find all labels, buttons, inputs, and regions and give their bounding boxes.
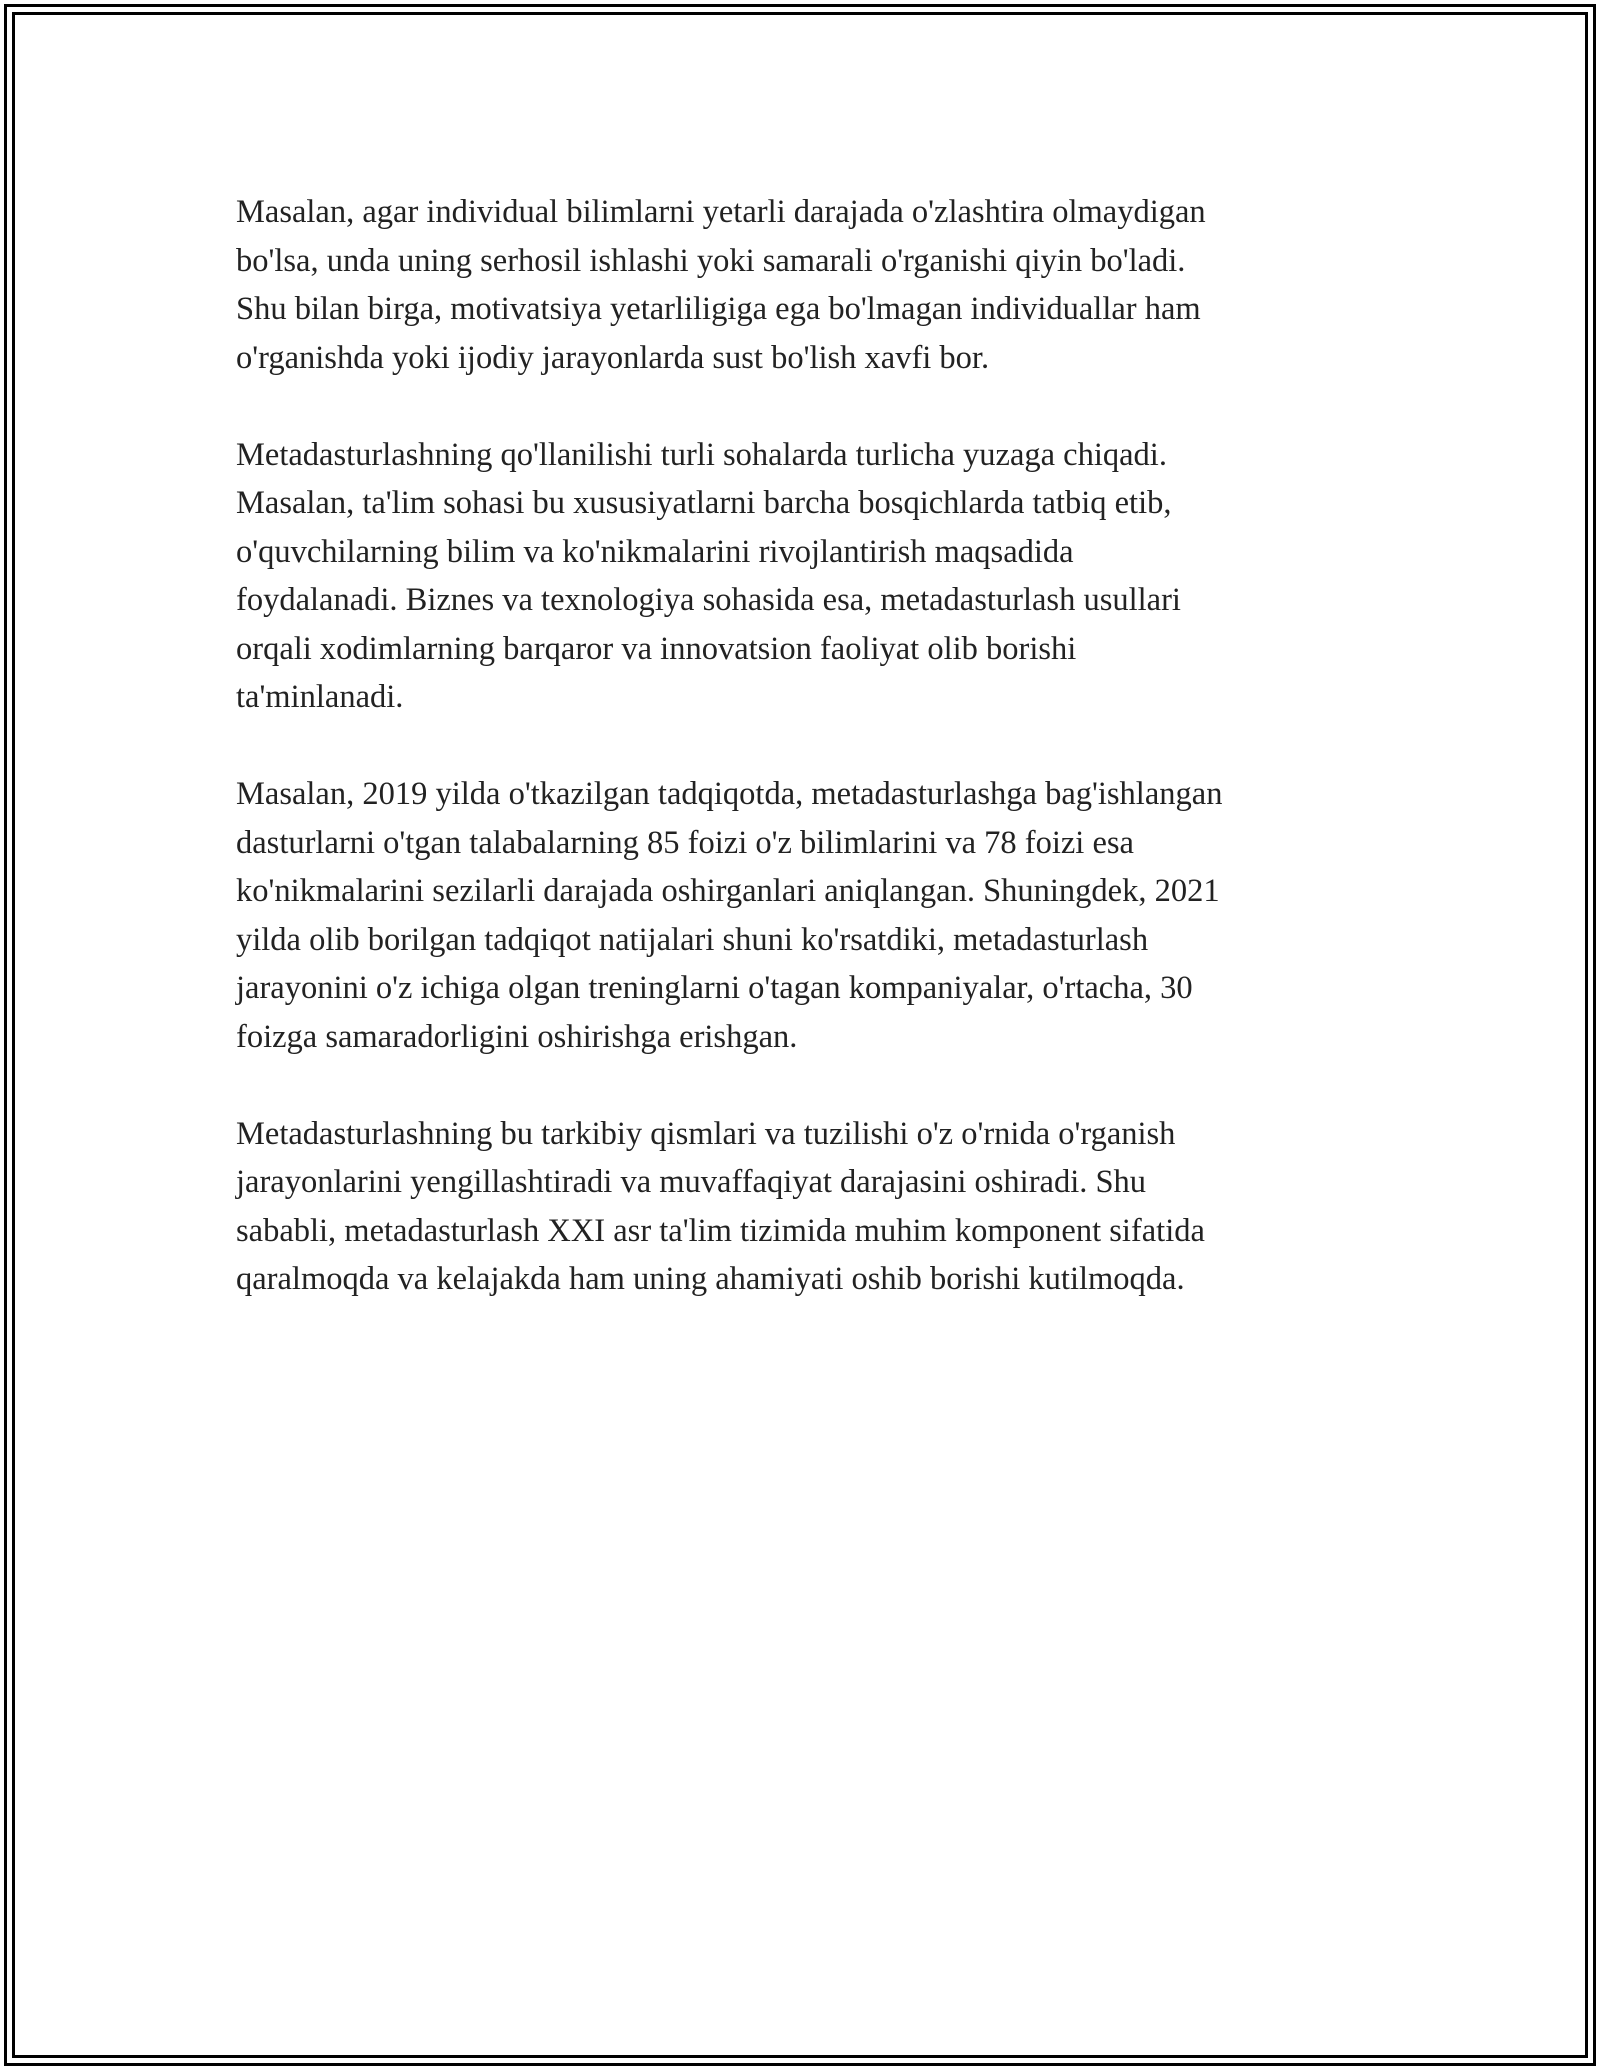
document-body bbox=[236, 188, 1366, 1352]
paragraph-4: Metadasturlashning bu tarkibiy qismlari va tuzilishi o'z o'rnida o'rganish jarayonlarini yengillashtiradi va muvaffaqiyat darajasini oshiradi. Shu sababli, metadasturlash XXI asr ta'lim tizimida muhim komponent sifatida qaralmoqda va kelajakda ham uning ahamiyati oshib borishi kutilmoqda. bbox=[236, 1115, 1205, 1297]
paragraph-3: Masalan, 2019 yilda o'tkazilgan tadqiqotda, metadasturlashga bag'ishlangan dasturlarni o'tgan talabalarning 85 foizi o'z bilimlarini va 78 foizi esa ko'nikmalarini sezilarli darajada oshirganlari aniqlangan. Shuningdek, 2021 yilda olib borilgan tadqiqot natijalari shuni ko'rsatdiki, metadasturlash jarayonini o'z ichiga olgan treninglarni o'tagan kompaniyalar, o'rtacha, 30 foizga samaradorligini oshirishga erishgan. bbox=[236, 776, 1223, 1055]
paragraph-2: Metadasturlashning qo'llanilishi turli sohalarda turlicha yuzaga chiqadi. Masalan, ta'lim sohasi bu xususiyatlarni barcha bosqichlarda tatbiq etib, o'quvchilarning bilim va ko'nikmalarini rivojlantirish maqsadida foydalanadi. Biznes va texnologiya sohasida esa, metadasturlash usullari orqali xodimlarning barqaror va innovatsion faoliyat olib borishi ta'minlanadi. bbox=[236, 436, 1181, 715]
paragraph-1: Masalan, agar individual bilimlarni yetarli darajada o'zlashtira olmaydigan bo'lsa, unda uning serhosil ishlashi yoki samarali o'rganishi qiyin bo'ladi. Shu bilan birga, motivatsiya yetarliligiga ega bo'lmagan individuallar ham o'rganishda yoki ijodiy jarayonlarda sust bo'lish xavfi bor. bbox=[236, 194, 1206, 376]
